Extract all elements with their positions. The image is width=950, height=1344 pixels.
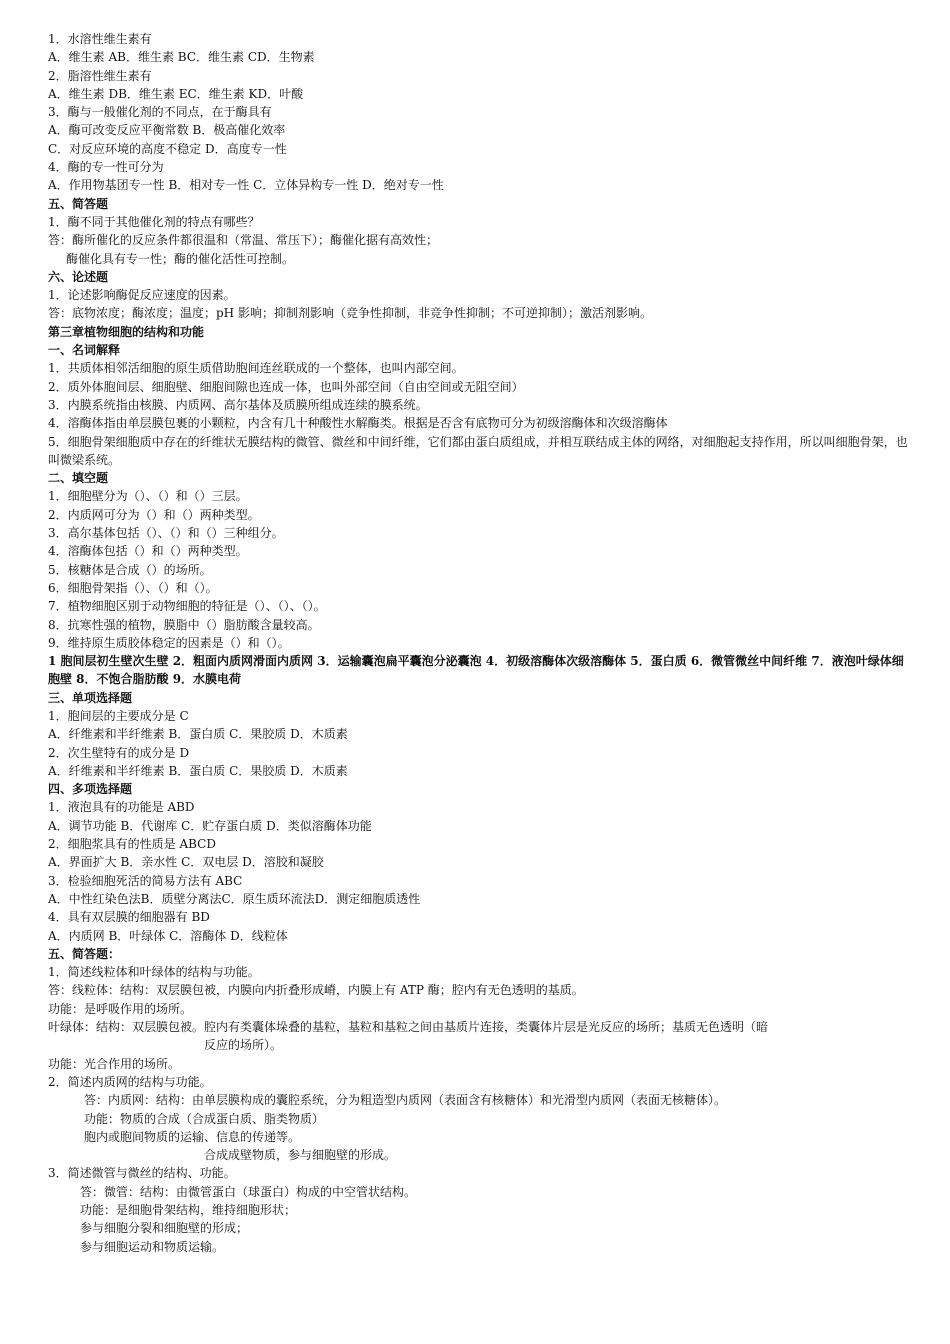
chapter-heading: 第三章植物细胞的结构和功能	[48, 324, 205, 339]
text-line: 4．溶酶体包括（）和（）两种类型。	[48, 544, 248, 559]
text-line: A．酶可改变反应平衡常数 B．极高催化效率	[48, 123, 286, 138]
text-line: A．纤维素和半纤维素 B．蛋白质 C．果胶质 D．木质素	[48, 763, 348, 778]
text-line: 叶绿体：结构：双层膜包被。腔内有类囊体垛叠的基粒，基粒和基粒之间由基质片连接，类囊体片层是光反应的场所；基质无色透明（暗	[48, 1020, 769, 1035]
text-line: 答：线粒体：结构：双层膜包被，内膜向内折叠形成嵴，内膜上有 ATP 酶；腔内有无色透明的基质。	[48, 983, 584, 998]
text-line: 1．水溶性维生素有	[48, 32, 152, 46]
text-line: 参与细胞分裂和细胞壁的形成；	[80, 1221, 249, 1236]
text-line: 胞内或胞间物质的运输、信息的传递等。	[84, 1129, 301, 1144]
text-line: 4．具有双层膜的细胞器有 BD	[48, 910, 210, 925]
text-line: 2．次生壁特有的成分是 D	[48, 745, 190, 760]
text-line: 参与细胞运动和物质运输。	[80, 1239, 225, 1254]
section-heading: 四、多项选择题	[48, 782, 133, 797]
text-line: 8．抗寒性强的植物，膜脂中（）脂肪酸含量较高。	[48, 617, 320, 632]
section-heading: 三、单项选择题	[48, 690, 133, 705]
document-page	[48, 30, 908, 1256]
text-line: 功能：是呼吸作用的场所。	[48, 1001, 193, 1016]
section-heading: 五、简答题	[48, 196, 109, 211]
text-line: 2．质外体胞间层、细胞壁、细胞间隙也连成一体，也叫外部空间（自由空间或无阻空间）	[48, 379, 524, 394]
text-line: 3．高尔基体包括（）、（）和（）三种组分。	[48, 526, 284, 541]
section-heading: 五、简答题：	[48, 946, 121, 961]
text-line: 3．检验细胞死活的简易方法有 ABC	[48, 873, 243, 888]
text-line: A．维生素 DB．维生素 EC．维生素 KD．叶酸	[48, 86, 304, 101]
text-line: 1．简述线粒体和叶绿体的结构与功能。	[48, 965, 260, 980]
text-line: 2．细胞浆具有的性质是 ABCD	[48, 837, 216, 852]
text-line: 5．核糖体是合成（）的场所。	[48, 562, 212, 577]
text-line: A．中性红染色法B．质壁分离法C．原生质环流法D．测定细胞质透性	[48, 891, 421, 906]
text-line: 合成成壁物质，参与细胞壁的形成。	[204, 1148, 397, 1163]
text-line: 答：内质网：结构：由单层膜构成的囊腔系统，分为粗造型内质网（表面含有核糖体）和光滑型内质网（表面无核糖体）。	[84, 1093, 727, 1108]
text-line: 2．简述内质网的结构与功能。	[48, 1074, 212, 1089]
text-line: 2．脂溶性维生素有	[48, 68, 152, 83]
text-line: 1．细胞壁分为（）、（）和（）三层。	[48, 489, 248, 504]
text-line: 1．论述影响酶促反应速度的因素。	[48, 288, 236, 303]
text-line: A．调节功能 B．代谢库 C．贮存蛋白质 D．类似溶酶体功能	[48, 818, 372, 833]
text-line: 6．细胞骨架指（）、（）和（）。	[48, 580, 218, 595]
text-line: 1．胞间层的主要成分是 C	[48, 708, 189, 723]
section-heading: 一、名词解释	[48, 343, 121, 358]
text-line: 1．共质体相邻活细胞的原生质借助胞间连丝联成的一个整体，也叫内部空间。	[48, 361, 464, 376]
text-line: 1．液泡具有的功能是 ABD	[48, 800, 195, 815]
text-line: A．作用物基团专一性 B．相对专一性 C．立体异构专一性 D．绝对专一性	[48, 178, 444, 193]
answer-key: 1 胞间层初生壁次生壁 2．粗面内质网滑面内质网 3．运输囊泡扁平囊泡分泌囊泡 4．初级溶酶体次级溶酶体 5．蛋白质 6．微管微丝中间纤维 7．液泡叶绿体细胞壁 8．不饱合脂肪酸 9．水膜电荷	[48, 654, 904, 687]
text-line: 答：底物浓度；酶浓度；温度；pH 影响；抑制剂影响（竞争性抑制，非竞争性抑制；不可逆抑制）；激活剂影响。	[48, 306, 652, 321]
text-line: 2．内质网可分为（）和（）两种类型。	[48, 507, 260, 522]
text-paragraph: 5．细胞骨架细胞质中存在的纤维状无膜结构的微管、微丝和中间纤维，它们都由蛋白质组成，并相互联结成主体的网络，对细胞起支持作用，所以叫细胞骨架，也叫微梁系统。	[48, 434, 908, 467]
text-line: C．对反应环境的高度不稳定 D．高度专一性	[48, 141, 287, 156]
text-line: 答：微管：结构：由微管蛋白（球蛋白）构成的中空管状结构。	[80, 1184, 417, 1199]
text-line: 7．植物细胞区别于动物细胞的特征是（）、（）、（）。	[48, 599, 326, 614]
text-line: 酶催化具有专一性；酶的催化活性可控制。	[66, 251, 295, 266]
text-line: 3．内膜系统指由核膜、内质网、高尔基体及质膜所组成连续的膜系统。	[48, 397, 428, 412]
text-line: 功能：是细胞骨架结构，维持细胞形状；	[80, 1203, 297, 1217]
text-line: 答：酶所催化的反应条件都很温和（常温、常压下）；酶催化据有高效性；	[48, 233, 439, 248]
text-line: 4．酶的专一性可分为	[48, 160, 164, 175]
text-line: 功能：物质的合成（合成蛋白质、脂类物质）	[84, 1111, 325, 1126]
text-line: A．界面扩大 B．亲水性 C．双电层 D．溶胶和凝胶	[48, 855, 324, 870]
text-line: 3．简述微管与微丝的结构、功能。	[48, 1166, 236, 1181]
text-line: 反应的场所）。	[204, 1038, 283, 1053]
section-heading: 六、论述题	[48, 269, 109, 284]
text-line: 3．酶与一般催化剂的不同点，在于酶具有	[48, 105, 272, 120]
text-line: A．纤维素和半纤维素 B．蛋白质 C．果胶质 D．木质素	[48, 727, 348, 742]
section-heading: 二、填空题	[48, 471, 109, 486]
text-line: 4．溶酶体指由单层膜包裹的小颗粒，内含有几十种酸性水解酶类。根据是否含有底物可分为初级溶酶体和次级溶酶体	[48, 416, 668, 431]
text-line: 功能：光合作用的场所。	[48, 1056, 181, 1071]
text-line: 9．维持原生质胶体稳定的因素是（）和（）。	[48, 635, 290, 650]
text-line: A．维生素 AB．维生素 BC．维生素 CD．生物素	[48, 50, 315, 65]
text-line: 1．酶不同于其他催化剂的特点有哪些？	[48, 214, 260, 229]
text-line: A．内质网 B．叶绿体 C．溶酶体 D．线粒体	[48, 928, 288, 943]
